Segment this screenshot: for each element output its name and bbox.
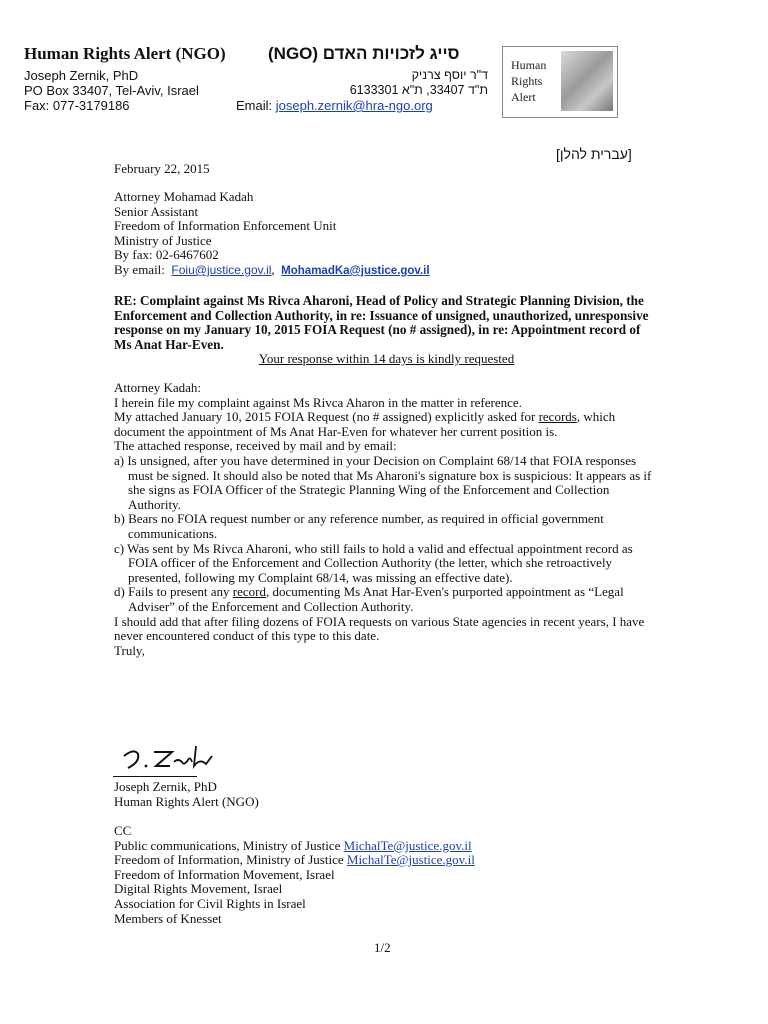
- letter-body: [114, 381, 659, 658]
- addressee-block: [114, 190, 659, 279]
- logo-line-2: Rights: [511, 74, 543, 88]
- list-item-d: [114, 585, 659, 614]
- email-line: [236, 98, 433, 113]
- response-request: Your response within 14 days is kindly requested: [258, 351, 515, 366]
- logo-line-3: Alert: [511, 90, 536, 104]
- cc-item: Association for Civil Rights in Israel: [114, 895, 306, 911]
- list-item-d-text-b: , documenting Ms Anat Har-Even's purported appointment as “Legal Adviser” of the Enforcement and Collection Authority.: [128, 584, 624, 614]
- letter-date: February 22, 2015: [114, 161, 210, 176]
- addressee-line: Freedom of Information Enforcement Unit: [114, 218, 337, 234]
- paragraph-3: The attached response, received by mail and by email:: [114, 438, 397, 454]
- email-separator: ,: [271, 261, 275, 277]
- cc-item: [114, 839, 659, 854]
- org-name-hebrew: (NGO) סייג לזכויות האדם: [268, 44, 460, 63]
- list-item-a: a) Is unsigned, after you have determined in your Decision on Complaint 68/14 that FOIA responses must be signed. It should also be noted that Ms Aharoni's signature box is suspicious: It appears as if she signs as FOIA Officer of the Strategic Planning Wing of the Enforcement and Collection Authority.: [114, 452, 652, 512]
- org-logo: [502, 46, 618, 118]
- cc-email-link[interactable]: MichalTe@justice.gov.il: [346, 852, 475, 868]
- records-link[interactable]: records: [538, 409, 577, 425]
- cc-item-text: Public communications, Ministry of Justice: [114, 837, 344, 853]
- sender-address: PO Box 33407, Tel-Aviv, Israel: [24, 83, 199, 98]
- by-email-line: [114, 263, 659, 279]
- addressee-line: Ministry of Justice: [114, 232, 212, 248]
- mohamadka-email-link[interactable]: MohamadKa@justice.gov.il: [281, 264, 430, 277]
- paragraph-1: I herein file my complaint against Ms Rivca Aharon in the matter in reference.: [114, 394, 522, 410]
- cc-label: CC: [114, 823, 132, 838]
- cc-email-link[interactable]: MichalTe@justice.gov.il: [343, 837, 472, 853]
- paragraph-2: [114, 410, 659, 439]
- sender-name: Joseph Zernik, PhD: [24, 68, 139, 83]
- foiu-email-link[interactable]: Foiu@justice.gov.il: [171, 262, 272, 277]
- addressee-line: By fax: 02-6467602: [114, 247, 219, 263]
- signer-block: [114, 780, 659, 809]
- list-item-b: b) Bears no FOIA request number or any reference number, as required in official government communications.: [114, 511, 604, 541]
- sender-name-hebrew: ד"ר יוסף צרניק: [411, 68, 488, 82]
- sender-address-hebrew: ת"ד 33407, ת"א 6133301: [349, 83, 488, 97]
- paragraph-4: I should add that after filing dozens of FOIA requests on various State agencies in recent years, I have never encountered conduct of this type to this date.: [114, 613, 645, 644]
- closing: Truly,: [114, 642, 145, 658]
- logo-image: [561, 51, 613, 111]
- sender-fax: Fax: 077-3179186: [24, 98, 130, 113]
- cc-block: [114, 824, 659, 926]
- by-email-label: By email:: [114, 261, 165, 277]
- hebrew-version-note: [עברית להלן]: [556, 146, 632, 162]
- paragraph-2-text-a: My attached January 10, 2015 FOIA Request (no # assigned) explicitly asked for: [114, 409, 536, 425]
- cc-item-text: Freedom of Information, Ministry of Justice: [114, 852, 347, 868]
- cc-item: Digital Rights Movement, Israel: [114, 881, 283, 897]
- cc-item: [114, 853, 659, 868]
- page-number: 1/2: [374, 940, 391, 955]
- addressee-line: Attorney Mohamad Kadah: [114, 189, 254, 204]
- paragraph-2-text-b: , which document the appointment of Ms Anat Har-Even for whatever her current position is.: [114, 409, 616, 439]
- email-label: Email:: [236, 98, 273, 113]
- sender-email-link[interactable]: joseph.zernik@hra-ngo.org: [275, 98, 433, 113]
- signature-line: [113, 776, 197, 777]
- addressee-line: Senior Assistant: [114, 203, 199, 219]
- logo-text: [511, 57, 546, 105]
- handwritten-signature: [120, 744, 220, 774]
- org-name-english: Human Rights Alert (NGO): [24, 44, 226, 63]
- signer-name: Joseph Zernik, PhD: [114, 779, 217, 794]
- salutation: Attorney Kadah:: [114, 380, 202, 395]
- cc-item: Members of Knesset: [114, 910, 222, 926]
- record-link[interactable]: record: [232, 584, 266, 600]
- list-item-d-text-a: d) Fails to present any: [114, 584, 233, 600]
- list-item-c: c) Was sent by Ms Rivca Aharoni, who still fails to hold a valid and effectual appointment record as FOIA officer of the Enforcement and Collection Authority (the letter, which she retroactively presented, following my Complaint 68/14, was missing an effective date).: [114, 540, 633, 585]
- cc-item: Freedom of Information Movement, Israel: [114, 866, 335, 882]
- signer-org: Human Rights Alert (NGO): [114, 793, 259, 809]
- logo-line-1: Human: [511, 58, 547, 72]
- subject-line: RE: Complaint against Ms Rivca Aharoni, Head of Policy and Strategic Planning Division, the Enforcement and Collection Authority, in re: Issuance of unsigned, unauthorized, unresponsive response on my January 10, 2015 FOIA Request (no # assigned), in re: Appointment record of Ms Anat Har-Even.: [114, 293, 649, 352]
